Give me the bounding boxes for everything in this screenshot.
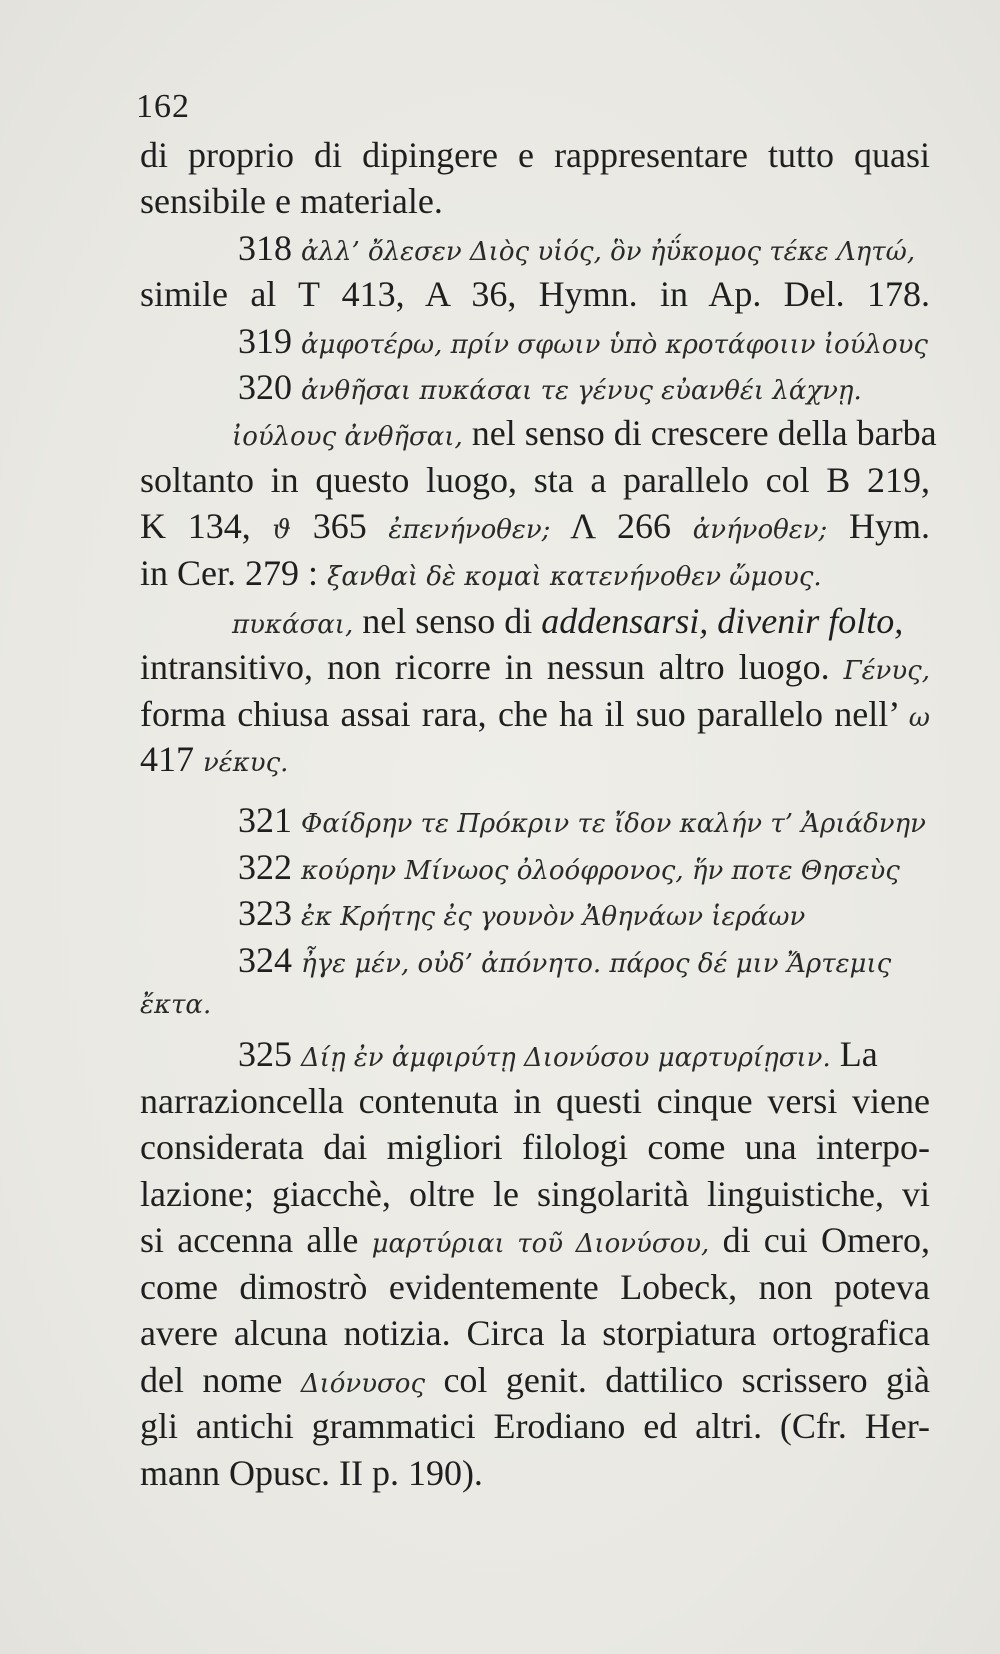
verse-line — [238, 225, 915, 275]
text-line — [140, 503, 930, 553]
roman-text: soltanto in questo luogo, sta a parallelo col B 219, — [140, 460, 930, 500]
greek-text: ω — [908, 703, 930, 733]
text-line — [140, 1264, 930, 1310]
roman-text: lazione; giacchè, oltre le singolarità linguistiche, vi — [140, 1174, 930, 1214]
roman-text: in Cer. 279 : — [140, 553, 327, 593]
roman-text: 319 — [238, 321, 301, 361]
text-line — [140, 1403, 930, 1449]
greek-text: Γένυς, — [843, 656, 930, 686]
roman-text: sensibile e materiale. — [140, 181, 443, 221]
roman-text: 324 — [238, 940, 301, 980]
greek-text: κούρην Μίνωος ὀλοόφρονος, ἥν ποτε Θησεὺς — [301, 856, 900, 886]
roman-text: 365 — [291, 506, 389, 546]
text-line — [140, 271, 930, 317]
italic-text: addensarsi, divenir folto, — [541, 601, 904, 641]
verse-line — [238, 844, 900, 894]
verse-line — [238, 1031, 878, 1081]
text-line — [140, 1078, 930, 1124]
greek-text: Διόνυσος — [300, 1369, 426, 1399]
greek-text: νέκυς. — [203, 748, 289, 778]
greek-text: ἐπενήνοθεν; — [388, 515, 551, 545]
verse-line — [238, 890, 805, 940]
roman-text: di proprio di dipingere e rappresentare tutto quasi — [140, 135, 930, 175]
verse-line — [238, 364, 862, 414]
verse-line — [238, 318, 928, 368]
roman-text: narrazioncella contenuta in questi cinque versi viene — [140, 1081, 930, 1121]
verse-line — [238, 797, 926, 847]
greek-text: ἀνήνοθεν; — [692, 515, 828, 545]
text-line — [140, 1124, 930, 1170]
roman-text: considerata dai migliori filologi come una interpo- — [140, 1127, 930, 1167]
greek-text: μαρτύριαι τοῦ Διονύσου, — [371, 1229, 710, 1259]
greek-text: ἀλλ’ ὄλεσεν Διὸς υἱός, ὃν ἠΰκομος τέκε Λητώ, — [301, 237, 916, 267]
greek-text: ἀμφοτέρω, πρίν σφωιν ὑπὸ κροτάφοιιν ἰούλους — [301, 330, 928, 360]
greek-text: ἐκ Κρήτης ἐς γουνὸν Ἀθηνάων ἱεράων — [301, 902, 806, 932]
roman-text: forma chiusa assai rara, che ha il suo parallelo nell’ — [140, 694, 909, 734]
roman-text: 318 — [238, 228, 301, 268]
text-line — [140, 1171, 930, 1217]
text-line — [140, 736, 288, 786]
roman-text: K 134, — [140, 506, 273, 546]
roman-text: simile al T 413, A 36, Hymn. in Ap. Del. 178. — [140, 274, 930, 314]
roman-text: col genit. dattilico scrissero già — [425, 1360, 930, 1400]
roman-text: Hym. — [827, 506, 930, 546]
greek-text: ἀνθῆσαι πυκάσαι τε γένυς εὐανθέι λάχνῃ. — [301, 376, 862, 406]
text-line — [140, 1310, 930, 1356]
roman-text: gli antichi grammatici Erodiano ed altri. (Cfr. Her- — [140, 1406, 930, 1446]
text-line — [140, 1450, 483, 1496]
text-line — [140, 978, 211, 1028]
text-line — [140, 1217, 930, 1267]
greek-text: Δίῃ ἐν ἀμφιρύτῃ Διονύσου μαρτυρίῃσιν. — [301, 1043, 831, 1073]
greek-text: ξανθαὶ δὲ κομαὶ κατενήνοθεν ὤμους. — [327, 562, 822, 592]
roman-text: nel senso di — [353, 601, 542, 641]
roman-text: come dimostrò evidentemente Lobeck, non poteva — [140, 1267, 930, 1307]
roman-text: 325 — [238, 1034, 301, 1074]
text-line — [140, 644, 930, 694]
greek-text: Φαίδρην τε Πρόκριν τε ἴδον καλήν τ’ Ἀριάδνην — [301, 809, 926, 839]
greek-text: ἰούλους ἀνθῆσαι, — [232, 422, 463, 452]
roman-text: avere alcuna notizia. Circa la storpiatura ortografica — [140, 1313, 930, 1353]
roman-text: nel senso di crescere della barba — [462, 413, 937, 453]
text-line — [140, 550, 822, 600]
roman-text: 417 — [140, 739, 203, 779]
greek-text: ϑ — [272, 515, 291, 545]
roman-text: si accenna alle — [140, 1220, 372, 1260]
page-number: 162 — [136, 88, 190, 125]
roman-text: 322 — [238, 847, 301, 887]
text-line — [140, 178, 443, 224]
text-line — [232, 598, 903, 648]
verse-line — [238, 937, 891, 987]
roman-text: del nome — [140, 1360, 301, 1400]
greek-text: ἔκτα. — [140, 990, 212, 1020]
text-line — [232, 410, 937, 460]
roman-text: 320 — [238, 367, 301, 407]
text-line — [140, 691, 930, 741]
roman-text: Λ 266 — [550, 506, 693, 546]
text-line — [140, 457, 930, 503]
roman-text: mann Opusc. II p. 190). — [140, 1453, 483, 1493]
roman-text: di cui Omero, — [709, 1220, 930, 1260]
roman-text: intransitivo, non ricorre in nessun altro luogo. — [140, 647, 844, 687]
roman-text: La — [830, 1034, 878, 1074]
greek-text: ἦγε μέν, οὐδ’ ἀπόνητο. πάρος δέ μιν Ἄρτεμις — [301, 949, 892, 979]
greek-text: πυκάσαι, — [232, 610, 354, 640]
text-line — [140, 1357, 930, 1407]
roman-text: 323 — [238, 893, 301, 933]
roman-text: 321 — [238, 800, 301, 840]
text-line — [140, 132, 930, 178]
